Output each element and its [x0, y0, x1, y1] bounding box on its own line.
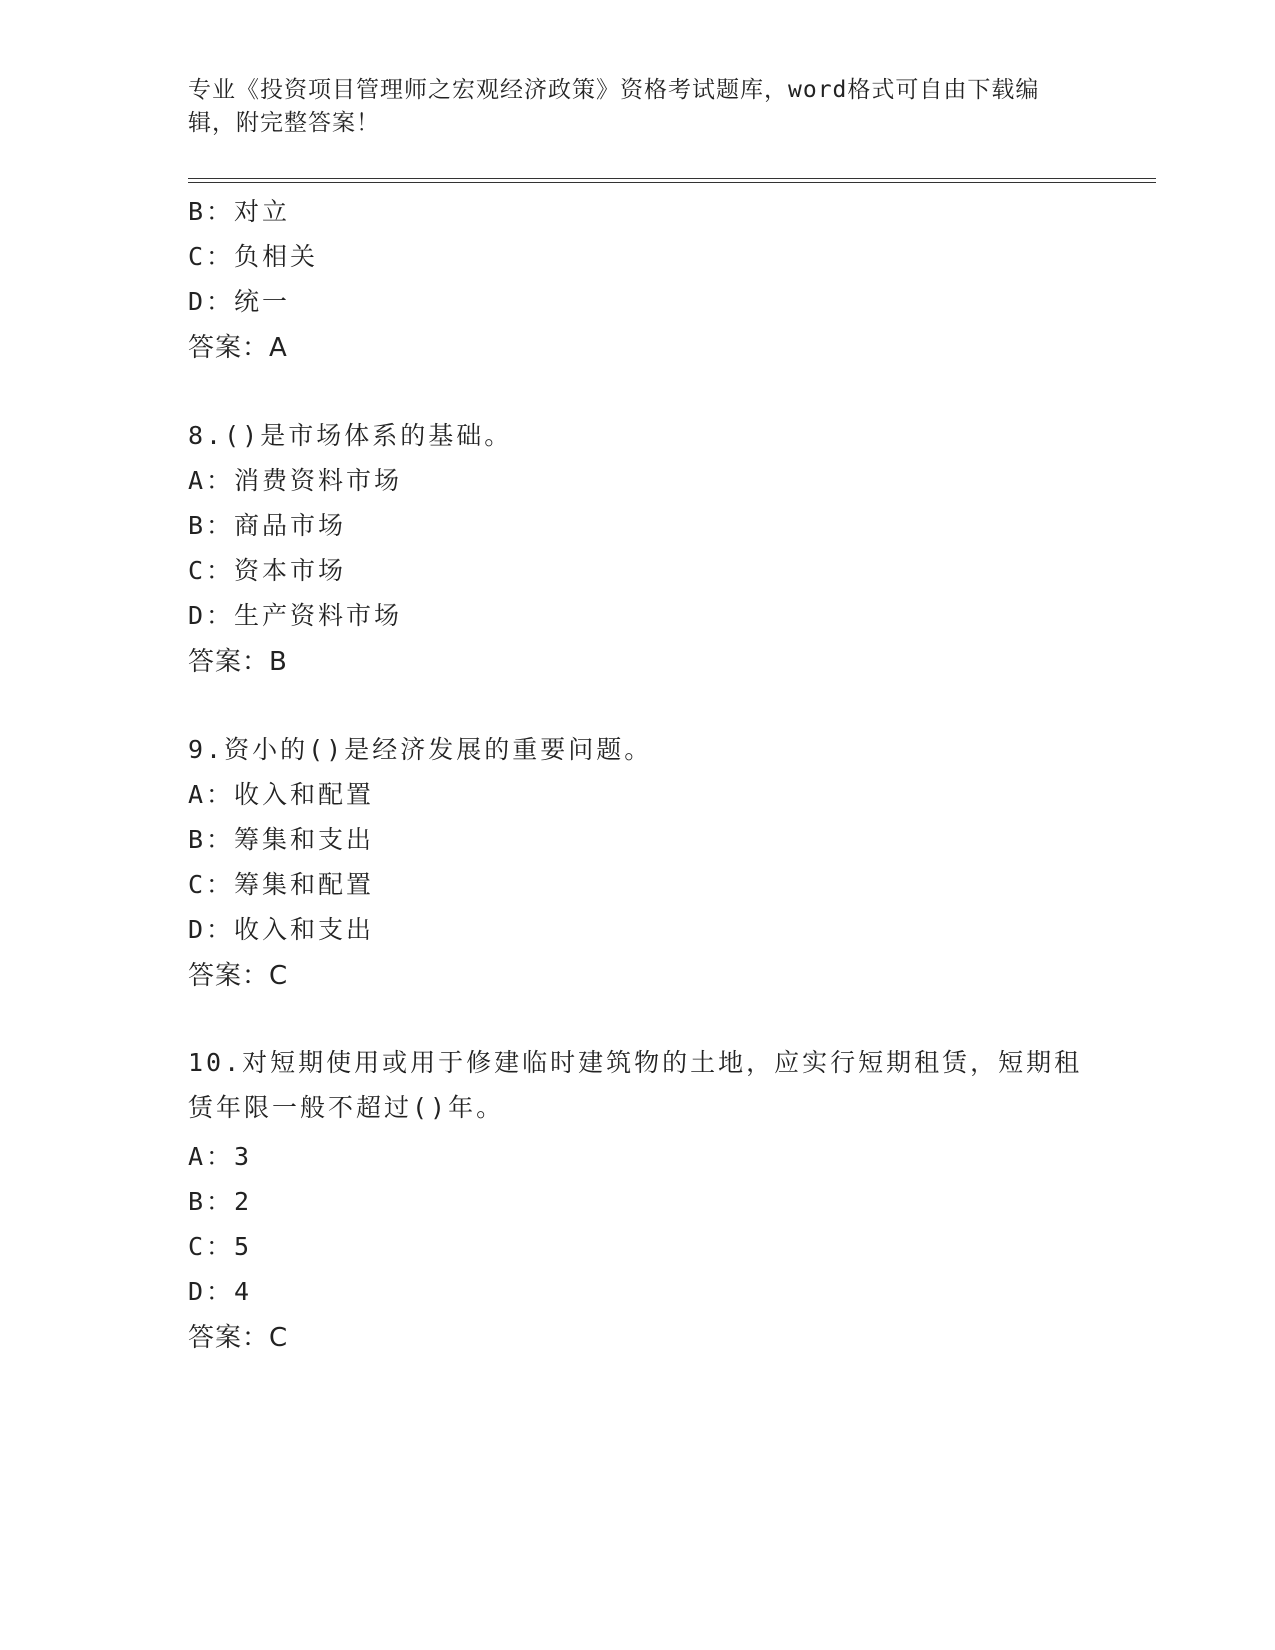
q9-option-c: C：筹集和配置 [188, 870, 375, 899]
q7-option-d: D：统一 [188, 287, 291, 316]
q10-stem: 10.对短期使用或用于修建临时建筑物的土地，应实行短期租赁，短期租赁年限一般不超过()年。 [188, 1048, 1083, 1122]
q7-option-b: B：对立 [188, 197, 291, 226]
header-divider-bottom [188, 182, 1156, 183]
q8-option-a: A：消费资料市场 [188, 466, 403, 495]
q8-stem: 8.()是市场体系的基础。 [188, 421, 513, 450]
q8-answer: 答案：B [188, 647, 288, 677]
q10-answer: 答案：C [188, 1323, 289, 1353]
document-header: 专业《投资项目管理师之宏观经济政策》资格考试题库，word格式可自由下载编辑，附完整答案！ [188, 77, 1040, 136]
q9-option-b: B：筹集和支出 [188, 825, 375, 854]
q9-option-d: D：收入和支出 [188, 915, 375, 944]
q7-answer: 答案：A [188, 333, 288, 363]
q10-option-a: A：3 [188, 1142, 253, 1171]
q8-option-d: D：生产资料市场 [188, 601, 403, 630]
q10-option-c: C：5 [188, 1232, 253, 1261]
q8-option-b: B：商品市场 [188, 511, 347, 540]
q7-option-c: C：负相关 [188, 242, 319, 271]
q9-answer: 答案：C [188, 961, 289, 991]
q10-option-d: D：4 [188, 1277, 253, 1306]
q9-option-a: A：收入和配置 [188, 780, 375, 809]
header-divider-top [188, 178, 1156, 179]
q9-stem: 9.资小的()是经济发展的重要问题。 [188, 735, 653, 764]
q10-option-b: B：2 [188, 1187, 253, 1216]
q8-option-c: C：资本市场 [188, 556, 347, 585]
